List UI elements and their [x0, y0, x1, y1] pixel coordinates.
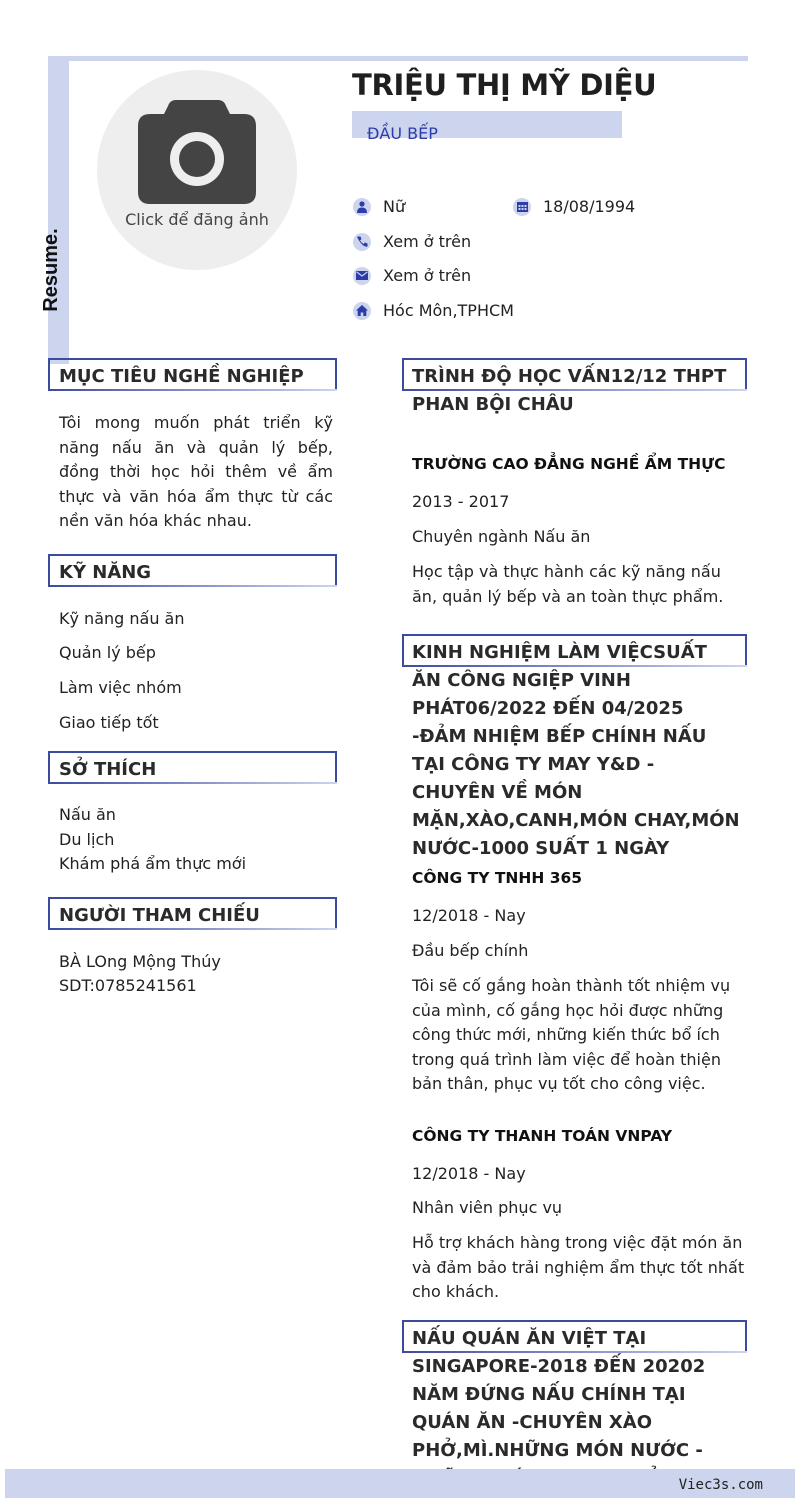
objective-text: Tôi mong muốn phát triển kỹ năng nấu ăn và quản lý bếp, đồng thời học hỏi thêm về ẩm thực và văn hóa ẩm thực từ các nền văn hóa khác nhau. — [59, 413, 333, 530]
phone-icon — [353, 233, 371, 251]
photo-upload-label: Click để đăng ảnh — [125, 210, 269, 229]
job-company: CÔNG TY THANH TOÁN VNPAY — [412, 1127, 673, 1145]
phone-value: Xem ở trên — [383, 232, 472, 251]
footer-site: Viec3s.com — [678, 1477, 763, 1493]
footer-bar — [5, 1469, 795, 1498]
photo-upload[interactable] — [97, 70, 297, 270]
education-period: 2013 - 2017 — [412, 492, 510, 511]
skill-item: Làm việc nhóm — [59, 678, 182, 697]
objective-title: MỤC TIÊU NGHỀ NGHIỆP — [59, 366, 304, 387]
resume-vertical-label: Resume. — [40, 228, 62, 312]
extra-title: NẤU QUÁN ĂN VIỆT TẠI SINGAPORE-2018 ĐẾN 20202 NĂM ĐỨNG NẤU CHÍNH TẠI QUÁN ĂN -CHUYÊN XÀO PHỞ,MÌ.NHỮNG MÓN NƯỚC - — [412, 1328, 706, 1461]
gender-value: Nữ — [383, 197, 406, 216]
job-title: ĐẦU BẾP — [367, 124, 438, 143]
address-row — [353, 301, 514, 320]
candidate-name: TRIỆU THỊ MỸ DIỆU — [352, 68, 657, 102]
reference-item: SDT:0785241561 — [59, 976, 197, 995]
skills-title: KỸ NĂNG — [59, 562, 152, 583]
person-icon — [353, 198, 371, 216]
job-period: 12/2018 - Nay — [412, 906, 526, 925]
hobby-item: Khám phá ẩm thực mới — [59, 854, 247, 873]
education-school: TRƯỜNG CAO ĐẲNG NGHỀ ẨM THỰC — [412, 455, 726, 473]
education-title: TRÌNH ĐỘ HỌC VẤN12/12 THPT PHAN BỘI CHÂU — [412, 366, 727, 415]
experience-title: KINH NGHIỆM LÀM VIỆCSUẤT ĂN CÔNG NGIỆP VINH PHÁT06/2022 ĐẾN 04/2025 -ĐẢM NHIỆM BẾP CHÍNH NẤU TẠI CÔNG TY MAY Y&D - CHUYÊN VỀ MÓN MẶN,XÀO,CANH,MÓN CHAY,MÓN NƯỚC-1000 SUẤT 1 NGÀY — [412, 642, 740, 859]
education-desc: Học tập và thực hành các kỹ năng nấu ăn, quản lý bếp và an toàn thực phẩm. — [412, 562, 724, 606]
hobby-item: Du lịch — [59, 830, 115, 849]
email-row — [353, 266, 471, 285]
job-company: CÔNG TY TNHH 365 — [412, 869, 583, 887]
education-major: Chuyên ngành Nấu ăn — [412, 527, 591, 546]
phone-row — [353, 232, 471, 251]
job-desc: Hỗ trợ khách hàng trong việc đặt món ăn và đảm bảo trải nghiệm ẩm thực tốt nhất cho khách. — [412, 1233, 745, 1301]
address-value: Hóc Môn,TPHCM — [383, 301, 514, 320]
hobby-item: Nấu ăn — [59, 805, 116, 824]
camera-icon — [138, 100, 256, 204]
birthday-row — [513, 197, 635, 216]
home-icon — [353, 302, 371, 320]
job-desc: Tôi sẽ cố gắng hoàn thành tốt nhiệm vụ của mình, cố gắng học hỏi được những công thức mới, những kiến thức bổ ích trong quá trình làm việc để hoàn thiện bản thân, phục vụ tốt cho công việc. — [412, 976, 731, 1093]
hobbies-title: SỞ THÍCH — [59, 759, 157, 780]
top-accent-bar — [48, 56, 748, 61]
mail-icon — [353, 267, 371, 285]
skill-item: Kỹ năng nấu ăn — [59, 609, 185, 628]
skill-item: Giao tiếp tốt — [59, 713, 159, 732]
reference-item: BÀ LOng Mộng Thúy — [59, 952, 221, 971]
email-value: Xem ở trên — [383, 266, 472, 285]
references-title: NGƯỜI THAM CHIẾU — [59, 905, 260, 926]
skill-item: Quản lý bếp — [59, 643, 156, 662]
job-role: Nhân viên phục vụ — [412, 1198, 563, 1217]
birthday-value: 18/08/1994 — [543, 197, 636, 216]
job-role: Đầu bếp chính — [412, 941, 529, 960]
calendar-icon — [513, 198, 531, 216]
gender-row — [353, 197, 405, 216]
job-period: 12/2018 - Nay — [412, 1164, 526, 1183]
